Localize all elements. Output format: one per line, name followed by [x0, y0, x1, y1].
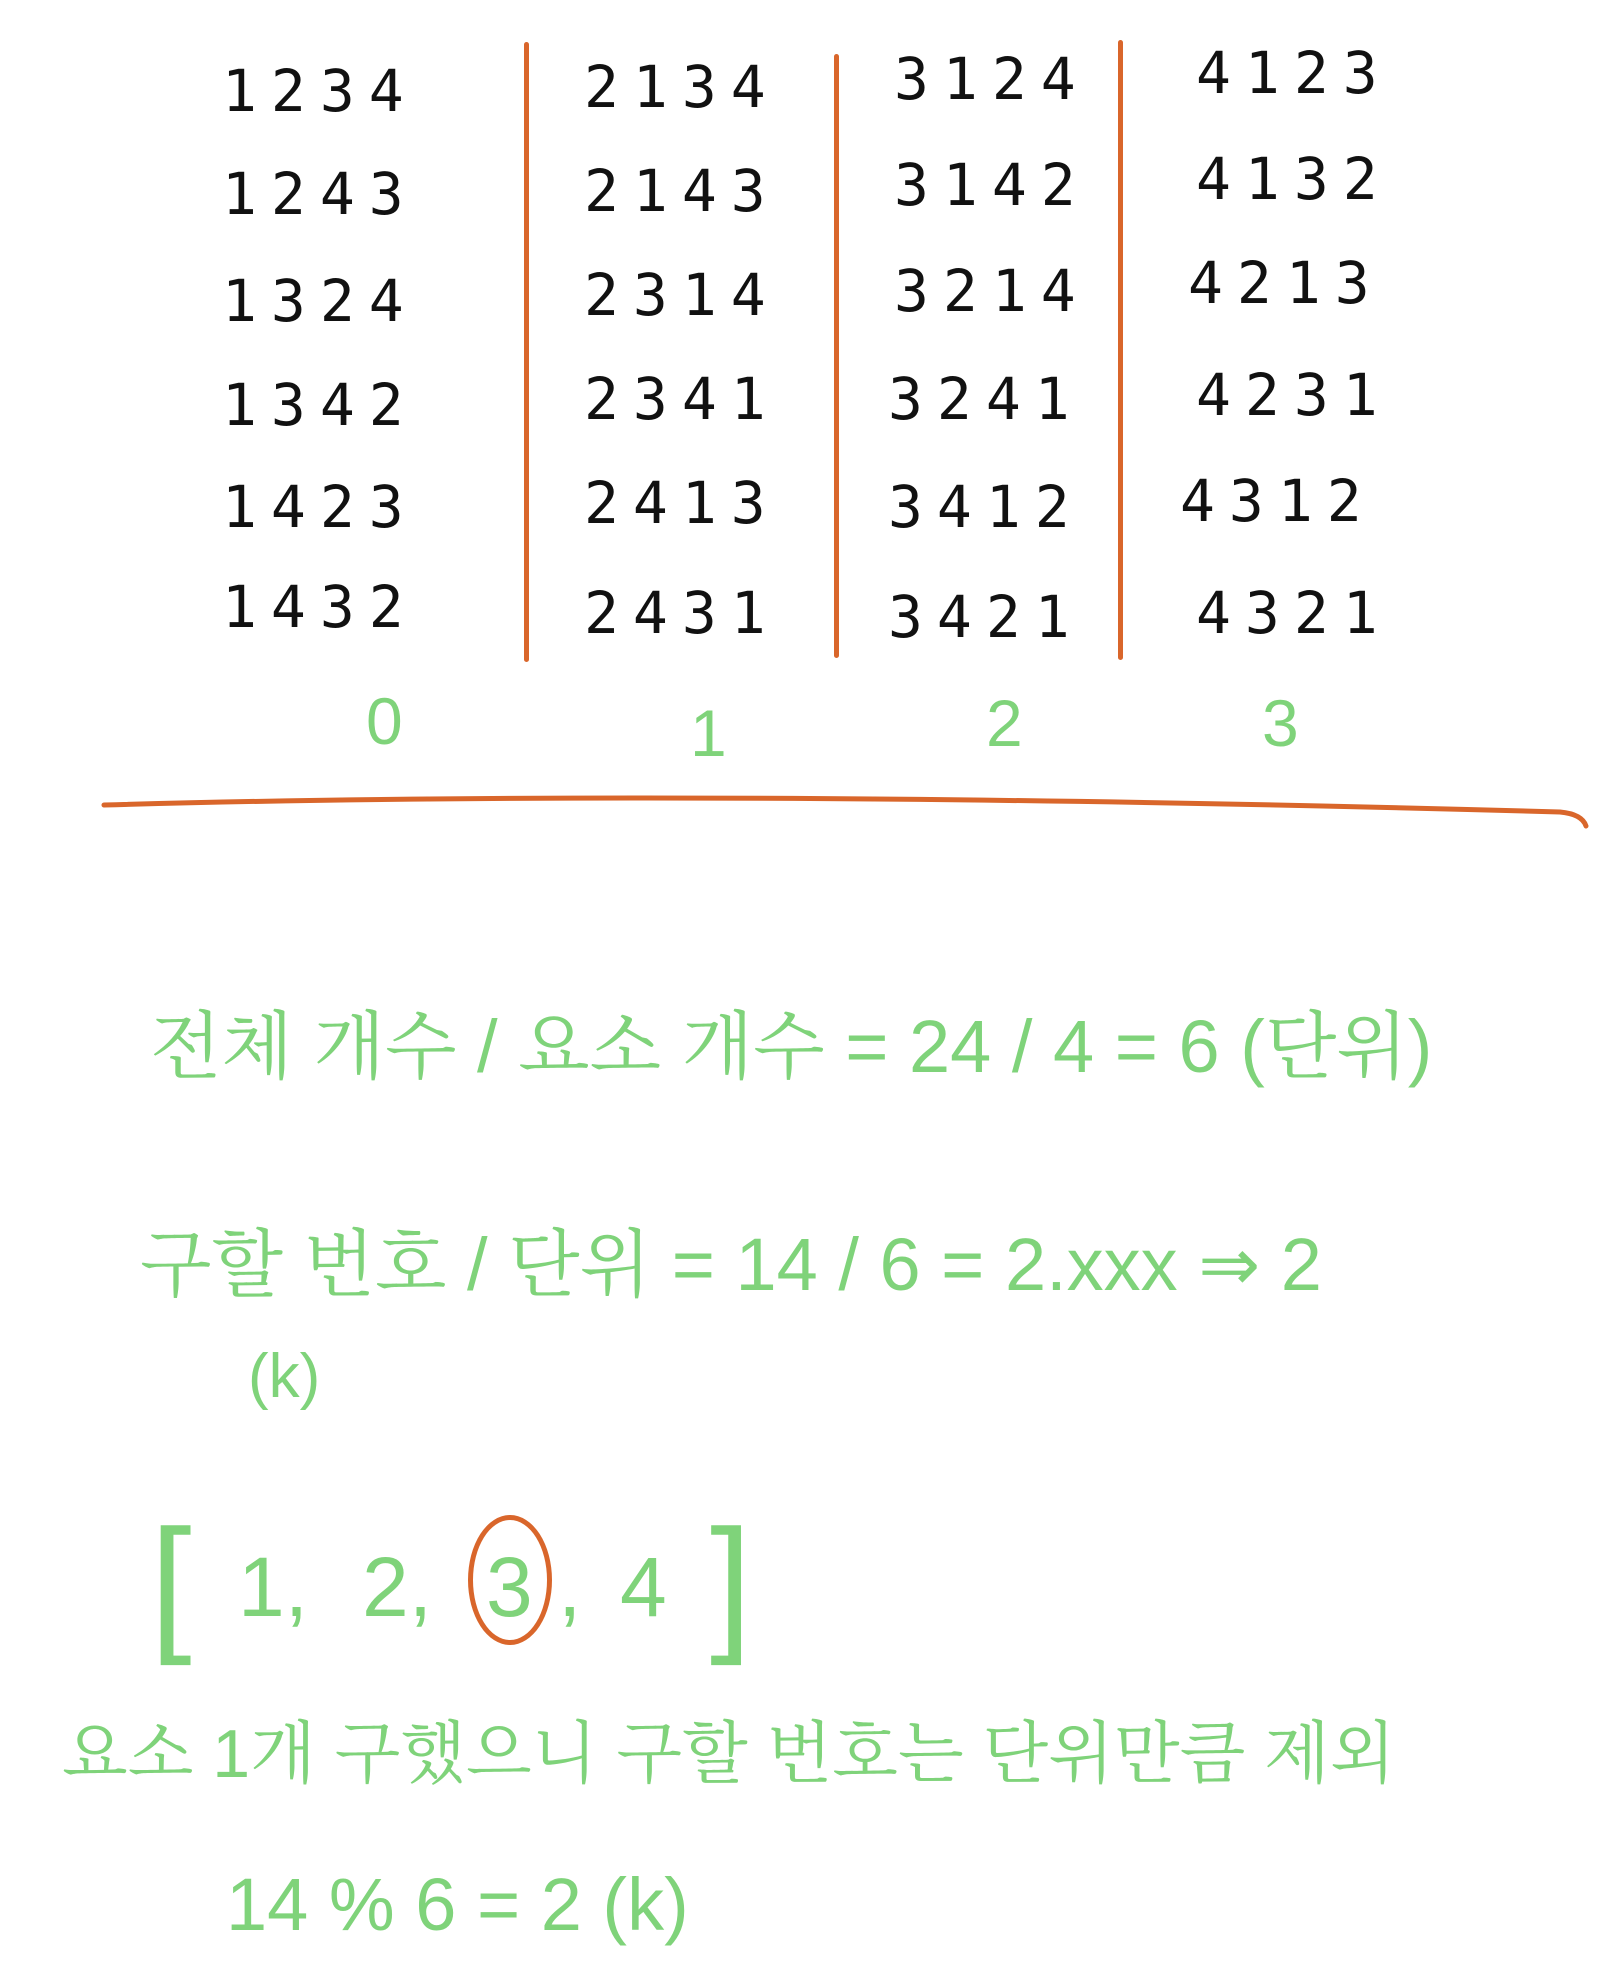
perm-cell: 2314 — [584, 261, 780, 329]
note-k-label: (k) — [248, 1342, 321, 1411]
note-remainder-formula: 14 % 6 = 2 (k) — [226, 1863, 689, 1946]
perm-cell: 1243 — [222, 160, 418, 228]
perm-cell: 2413 — [584, 469, 780, 537]
column-divider — [1118, 40, 1123, 660]
perm-cell: 2431 — [584, 579, 780, 647]
array-close-bracket: ] — [710, 1498, 752, 1666]
array-item: 1, — [238, 1540, 309, 1634]
selected-element-circle — [468, 1515, 552, 1645]
element-array — [150, 1498, 790, 1666]
array-open-bracket: [ — [150, 1498, 192, 1666]
perm-cell: 1342 — [222, 371, 418, 439]
column-divider — [834, 54, 839, 658]
array-separator: , — [558, 1540, 582, 1634]
perm-cell: 4231 — [1196, 361, 1392, 429]
note-group-formula: 구할 번호 / 단위 = 14 / 6 = 2.xxx ⇒ 2 — [140, 1223, 1322, 1306]
perm-cell: 4312 — [1180, 467, 1376, 535]
perm-cell: 3421 — [888, 583, 1084, 651]
perm-cell: 4123 — [1196, 39, 1392, 107]
group-index-label: 1 — [690, 696, 727, 770]
array-item-selected: 3 — [486, 1540, 533, 1634]
perm-cell: 1432 — [222, 573, 418, 641]
perm-cell: 4321 — [1196, 579, 1392, 647]
perm-cell: 3124 — [894, 45, 1090, 113]
perm-cell: 2341 — [584, 365, 780, 433]
array-item: 2, — [362, 1540, 433, 1634]
array-item: 4 — [620, 1540, 667, 1634]
section-divider — [0, 770, 1620, 850]
perm-cell: 3214 — [894, 257, 1090, 325]
perm-cell: 2134 — [584, 53, 780, 121]
perm-cell: 3241 — [888, 365, 1084, 433]
perm-cell: 3142 — [894, 151, 1090, 219]
perm-cell: 3412 — [888, 473, 1084, 541]
perm-cell: 1234 — [222, 57, 418, 125]
perm-cell: 4132 — [1196, 145, 1392, 213]
perm-cell: 1423 — [222, 473, 418, 541]
group-index-label: 3 — [1262, 686, 1299, 760]
group-index-label: 0 — [366, 684, 403, 758]
note-unit-formula: 전체 개수 / 요소 개수 = 24 / 4 = 6 (단위) — [150, 1005, 1433, 1088]
group-index-label: 2 — [986, 686, 1023, 760]
perm-cell: 4213 — [1188, 249, 1384, 317]
perm-cell: 2143 — [584, 157, 780, 225]
perm-cell: 1324 — [222, 267, 418, 335]
note-exclude-explanation: 요소 1개 구했으니 구할 번호는 단위만큼 제외 — [62, 1716, 1396, 1792]
column-divider — [524, 42, 529, 662]
